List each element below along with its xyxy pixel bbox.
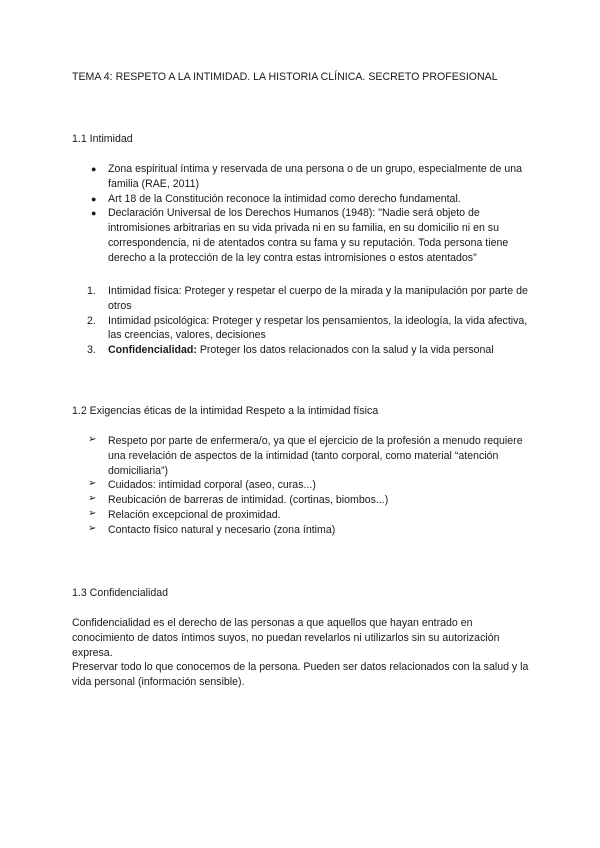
list-item-text: Proteger los datos relacionados con la salud y la vida personal <box>196 344 494 357</box>
list-number: 3. <box>87 344 96 357</box>
list-number: 2. <box>87 314 96 327</box>
list-item <box>87 343 528 358</box>
list-item <box>91 206 528 265</box>
list-item <box>87 314 528 344</box>
arrow-bullet-icon: ➢ <box>88 522 97 534</box>
list-item <box>88 434 528 478</box>
list-item-text: Respeto por parte de enfermera/o, ya que el ejercicio de la profesión a menudo requiere una revelación de aspectos de la intimidad (tanto corporal, como material “atención domiciliaria”) <box>108 435 523 477</box>
list-item-text: Intimidad física: Proteger y respetar el cuerpo de la mirada y la manipulación por parte de otros <box>108 285 528 312</box>
list-item <box>88 493 528 508</box>
paragraph: Confidencialidad es el derecho de las personas a que aquellos que hayan entrado en conocimiento de datos íntimos suyos, no puedan revelarlos ni utilizarlos sin su autorización expresa. <box>72 617 500 659</box>
list-item-text: Intimidad psicológica: Proteger y respetar los pensamientos, la ideología, la vida afectiva, las creencias, valores, decisiones <box>108 314 528 342</box>
section-heading-intimidad: 1.1 Intimidad <box>72 133 133 145</box>
list-item <box>88 478 528 493</box>
list-item-text: Relación excepcional de proximidad. <box>108 508 281 521</box>
bullet-icon: ● <box>91 164 97 174</box>
list-item-text: Cuidados: intimidad corporal (aseo, curas...) <box>108 479 316 492</box>
document-title: TEMA 4: RESPETO A LA INTIMIDAD. LA HISTORIA CLÍNICA. SECRETO PROFESIONAL <box>72 71 498 83</box>
intimidad-numbered-list <box>87 284 528 358</box>
exigencias-arrow-list <box>88 434 528 538</box>
arrow-bullet-icon: ➢ <box>88 507 97 519</box>
list-item <box>91 162 528 192</box>
paragraph: Preservar todo lo que conocemos de la persona. Pueden ser datos relacionados con la salud y la vida personal (información sensible). <box>72 661 529 689</box>
arrow-bullet-icon: ➢ <box>88 478 97 490</box>
intimidad-bullet-list <box>91 162 528 266</box>
confidencialidad-body <box>72 616 532 690</box>
arrow-bullet-icon: ➢ <box>88 493 97 505</box>
list-number: 1. <box>87 285 96 297</box>
list-item-bold-label: Confidencialidad: <box>108 344 197 357</box>
list-item-text: Zona espiritual íntima y reservada de una persona o de un grupo, especialmente de una familia (RAE, 2011) <box>108 163 523 190</box>
bullet-icon: ● <box>91 208 97 219</box>
list-item-text: Art 18 de la Constitución reconoce la intimidad como derecho fundamental. <box>108 192 461 205</box>
list-item <box>87 284 528 314</box>
section-heading-exigencias: 1.2 Exigencias éticas de la intimidad Respeto a la intimidad física <box>72 405 379 417</box>
list-item <box>88 522 528 538</box>
list-item-text: Contacto físico natural y necesario (zona íntima) <box>108 523 336 536</box>
arrow-bullet-icon: ➢ <box>88 434 97 445</box>
list-item-text: Declaración Universal de los Derechos Humanos (1948): "Nadie será objeto de intromisiones arbitrarias en su vida privada ni en su familia, en su domicilio ni en su correspondencia, ni de atentados contra su fama y su reputación. Toda persona tiene derecho a la protección de la ley contra estas intromisiones o estos atentados" <box>108 207 509 264</box>
list-item <box>91 192 528 207</box>
bullet-icon: ● <box>91 193 97 204</box>
list-item <box>88 507 528 523</box>
list-item-text: Reubicación de barreras de intimidad. (cortinas, biombos...) <box>108 494 389 507</box>
section-heading-confidencialidad: 1.3 Confidencialidad <box>72 587 169 599</box>
